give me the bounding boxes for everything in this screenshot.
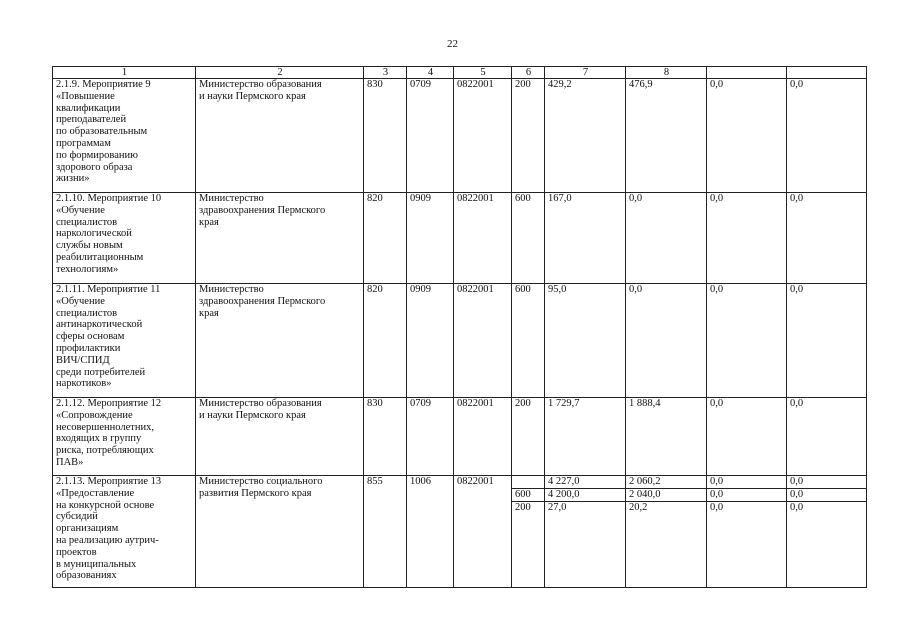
- header-cell: 1: [53, 67, 196, 79]
- ministry: Министерство образования и науки Пермского края: [196, 79, 364, 193]
- sub-value: 4 200,0: [545, 488, 625, 501]
- cell-c6: 200: [512, 79, 545, 193]
- cell-c5: 0822001: [454, 79, 512, 193]
- sub-value: 27,0: [545, 501, 625, 514]
- cell-c9: 0,0: [707, 284, 787, 398]
- cell-c5: 0822001: [454, 284, 512, 398]
- cell-c7-split: [545, 476, 626, 588]
- cell-c4: 0709: [407, 398, 454, 476]
- cell-c6: 600: [512, 284, 545, 398]
- event-name: 2.1.10. Мероприятие 10 «Обучение специалистов наркологической службы новым реабилитационным технологиям»: [53, 193, 196, 284]
- sub-value: 200: [512, 501, 544, 514]
- table-row: [53, 398, 867, 476]
- cell-c3: 830: [364, 398, 407, 476]
- ministry: Министерство здравоохранения Пермского края: [196, 193, 364, 284]
- header-cell: 7: [545, 67, 626, 79]
- ministry: Министерство социального развития Пермского края: [196, 476, 364, 588]
- cell-c5: 0822001: [454, 476, 512, 588]
- header-cell: [707, 67, 787, 79]
- cell-c7: 1 729,7: [545, 398, 626, 476]
- cell-c10: 0,0: [787, 284, 867, 398]
- cell-c5: 0822001: [454, 398, 512, 476]
- header-cell: 3: [364, 67, 407, 79]
- cell-c3: 830: [364, 79, 407, 193]
- cell-c4: 1006: [407, 476, 454, 588]
- cell-c6: 200: [512, 398, 545, 476]
- cell-c3: 855: [364, 476, 407, 588]
- event-name: 2.1.11. Мероприятие 11 «Обучение специалистов антинаркотической сферы основам профилактики ВИЧ/СПИД среди потребителей наркотиков»: [53, 284, 196, 398]
- sub-value: 0,0: [787, 488, 866, 501]
- event-name: 2.1.12. Мероприятие 12 «Сопровождение несовершеннолетних, входящих в группу риска, потребляющих ПАВ»: [53, 398, 196, 476]
- sub-value: 0,0: [707, 488, 786, 501]
- page-number: 22: [447, 38, 458, 50]
- header-cell: [787, 67, 867, 79]
- cell-c3: 820: [364, 193, 407, 284]
- sub-value: [515, 476, 542, 488]
- table-row: [53, 284, 867, 398]
- cell-c9: 0,0: [707, 79, 787, 193]
- header-cell: 8: [626, 67, 707, 79]
- cell-c4: 0909: [407, 193, 454, 284]
- header-cell: 4: [407, 67, 454, 79]
- cell-c4: 0709: [407, 79, 454, 193]
- event-name: 2.1.9. Мероприятие 9 «Повышение квалификации преподавателей по образовательным программам по формированию здорового образа жизни»: [53, 79, 196, 193]
- cell-c9: 0,0: [707, 398, 787, 476]
- sub-value: 0,0: [707, 501, 786, 514]
- cell-c3: 820: [364, 284, 407, 398]
- sub-value: 0,0: [787, 501, 866, 514]
- sub-value: 20,2: [626, 501, 706, 514]
- cell-c7: 95,0: [545, 284, 626, 398]
- cell-c8: 0,0: [626, 284, 707, 398]
- cell-c7: 167,0: [545, 193, 626, 284]
- cell-c8: 1 888,4: [626, 398, 707, 476]
- budget-table: [52, 66, 867, 588]
- cell-c10-split: [787, 476, 867, 588]
- cell-c9-split: [707, 476, 787, 588]
- cell-c8: 0,0: [626, 193, 707, 284]
- sub-value: 4 227,0: [548, 476, 580, 487]
- cell-c4: 0909: [407, 284, 454, 398]
- event-name: 2.1.13. Мероприятие 13 «Предоставление на конкурсной основе субсидий организациям на реализацию аутрич- проектов в муниципальных образованиях: [53, 476, 196, 588]
- cell-c10: 0,0: [787, 79, 867, 193]
- ministry: Министерство образования и науки Пермского края: [196, 398, 364, 476]
- sub-value: 2 040,0: [626, 488, 706, 501]
- cell-c9: 0,0: [707, 193, 787, 284]
- header-cell: 6: [512, 67, 545, 79]
- sub-value: 2 060,2: [629, 476, 661, 487]
- header-cell: 2: [196, 67, 364, 79]
- table-row: [53, 476, 867, 588]
- header-row: [53, 67, 867, 79]
- table-row: [53, 193, 867, 284]
- ministry: Министерство здравоохранения Пермского края: [196, 284, 364, 398]
- sub-value: 0,0: [710, 476, 724, 487]
- cell-c10: 0,0: [787, 193, 867, 284]
- cell-c8: 476,9: [626, 79, 707, 193]
- sub-value: 600: [512, 488, 544, 501]
- cell-c5: 0822001: [454, 193, 512, 284]
- cell-c8-split: [626, 476, 707, 588]
- table-row: [53, 79, 867, 193]
- header-cell: 5: [454, 67, 512, 79]
- cell-c7: 429,2: [545, 79, 626, 193]
- cell-c6: 600: [512, 193, 545, 284]
- cell-c10: 0,0: [787, 398, 867, 476]
- cell-c6-split: [512, 476, 545, 588]
- sub-value: 0,0: [790, 476, 804, 487]
